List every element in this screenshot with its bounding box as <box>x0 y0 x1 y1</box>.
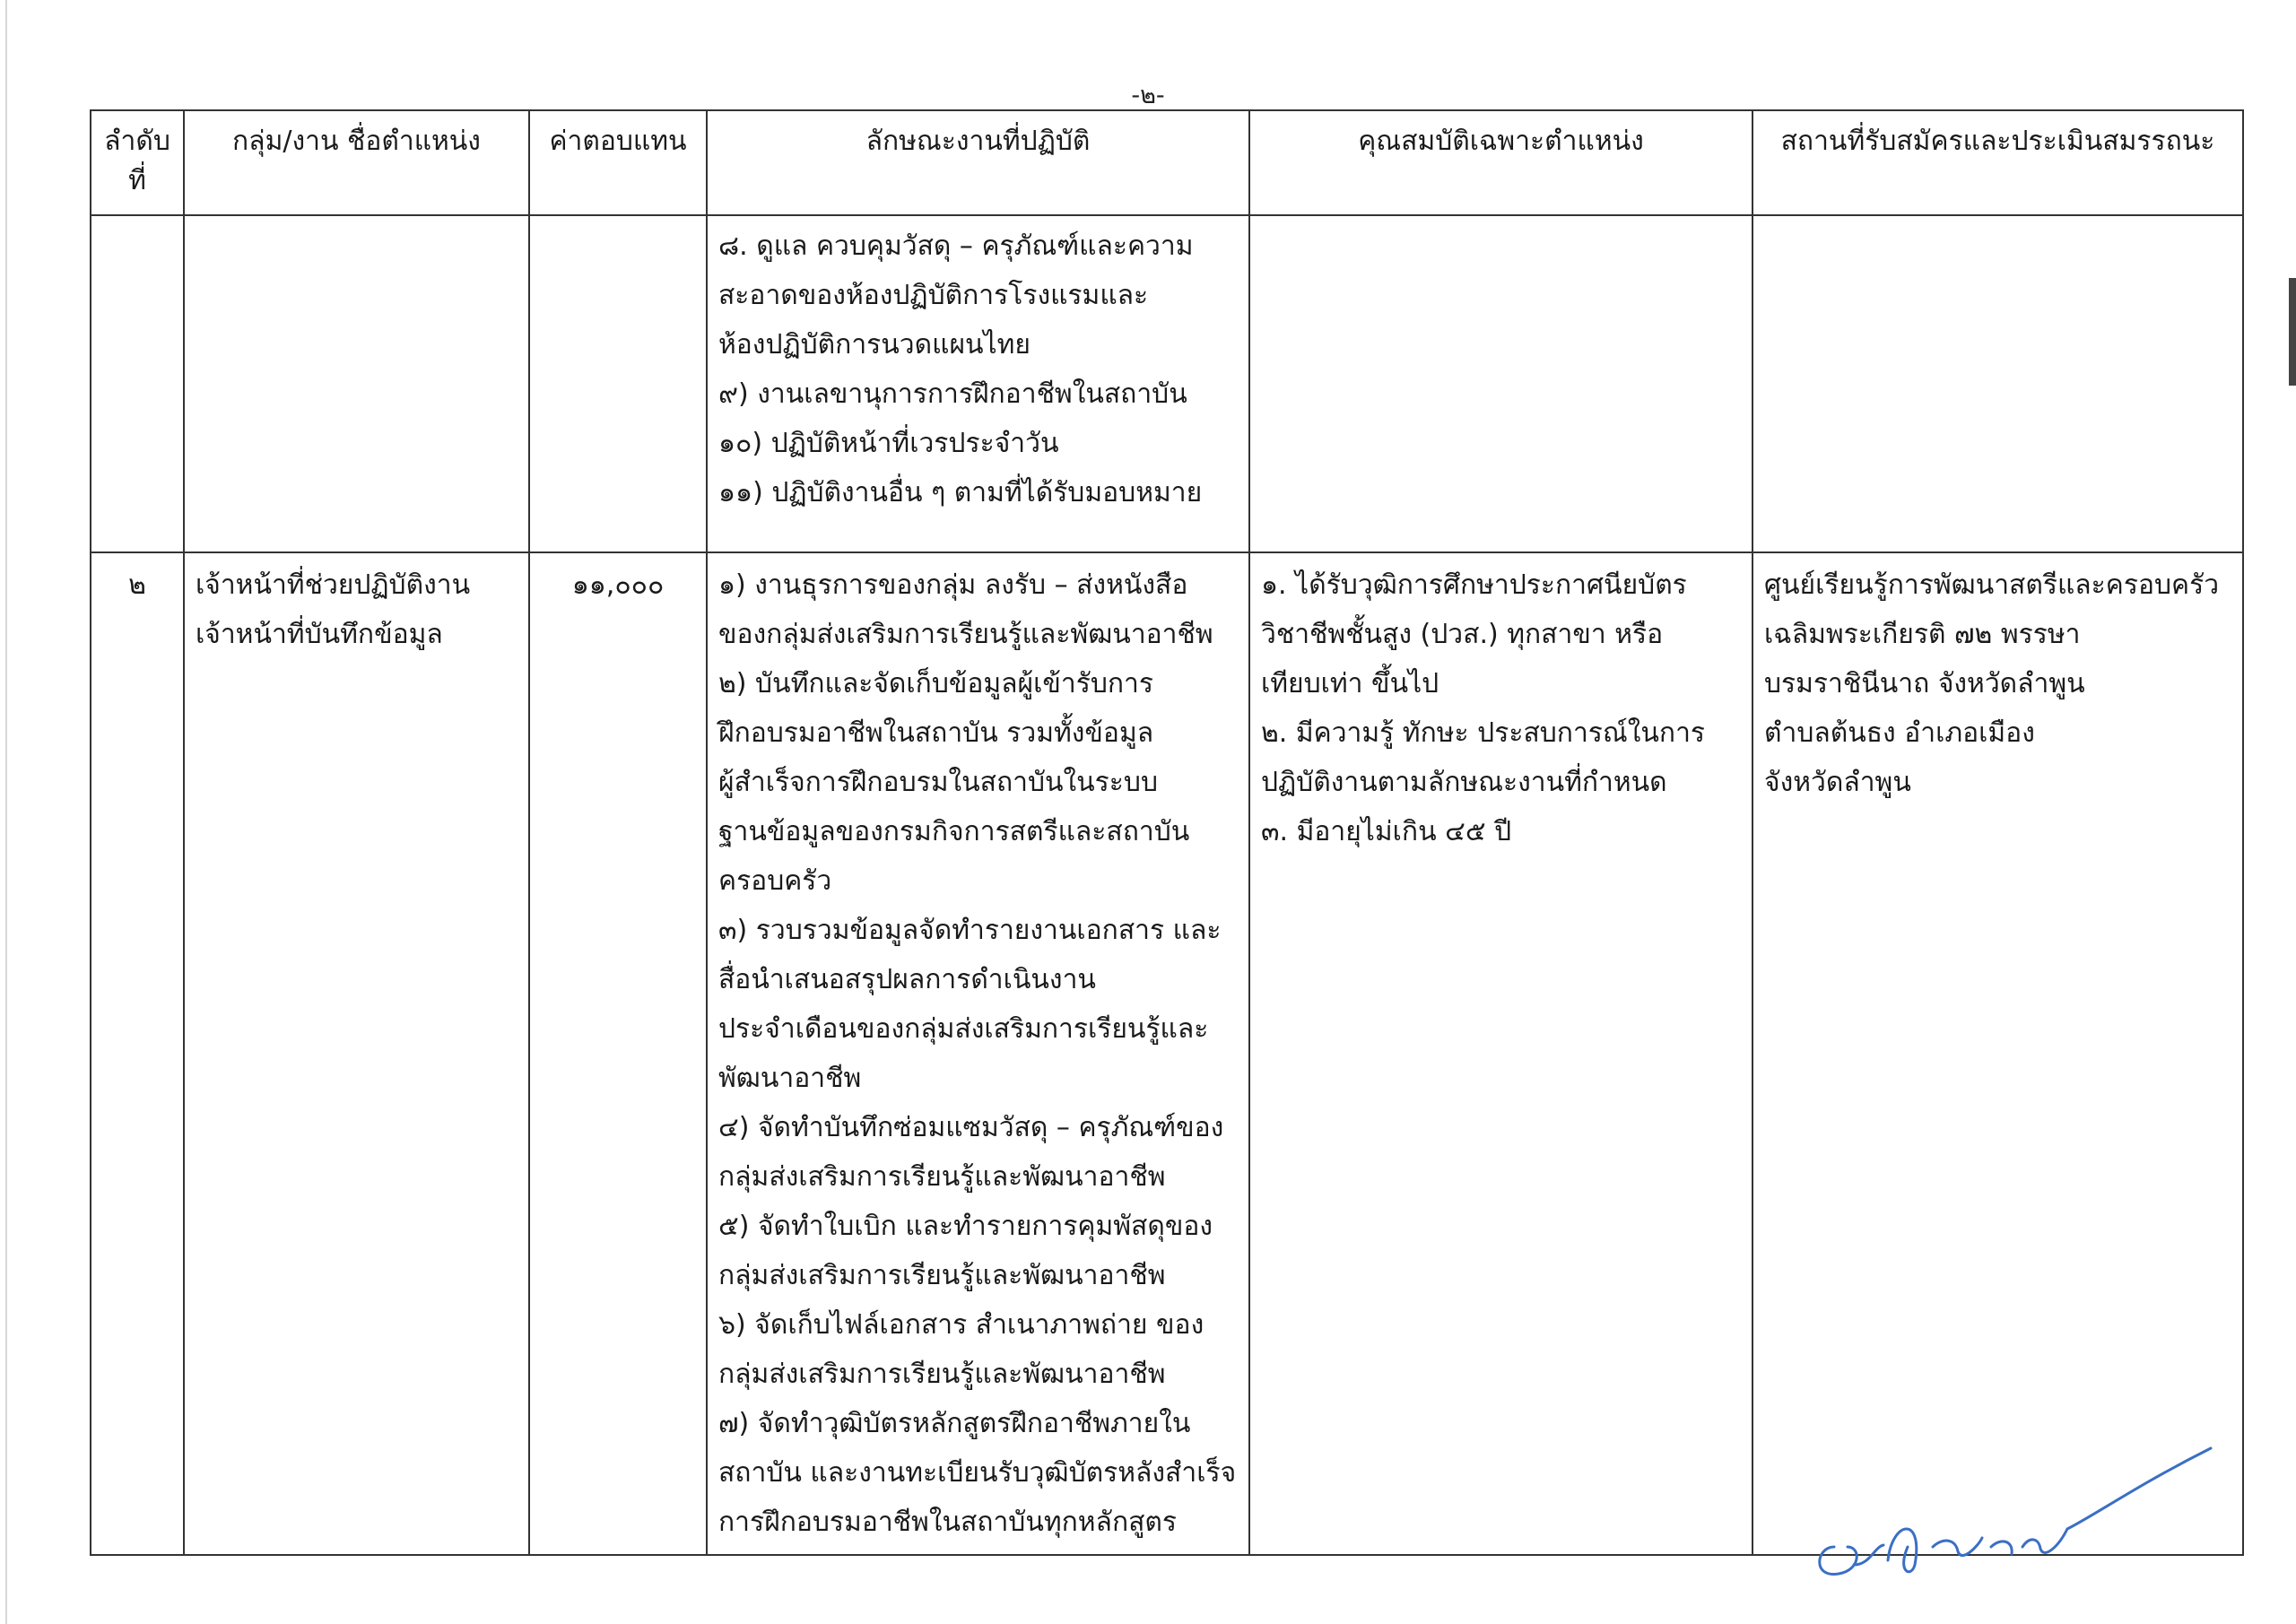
table-row-2 <box>91 552 2243 1555</box>
duty-line: ๔) จัดทำบันทึกซ่อมแซมวัสดุ – ครุภัณฑ์ของ <box>718 1112 1224 1143</box>
scan-side-mark <box>2289 278 2296 386</box>
duty-line: ๙) งานเลขานุการการฝึกอาชีพในสถาบัน <box>718 378 1187 410</box>
qualification-line: ปฏิบัติงานตามลักษณะงานที่กำหนด <box>1261 767 1667 798</box>
duty-line: สะอาดของห้องปฏิบัติการโรงแรมและ <box>718 280 1149 311</box>
qualification-line: ๓. มีอายุไม่เกิน ๔๕ ปี <box>1261 816 1512 847</box>
cell-qualifications <box>1249 215 1752 552</box>
cell-no: ๒ <box>91 552 184 1555</box>
duty-line: สถาบัน และงานทะเบียนรับวุฒิบัตรหลังสำเร็จ <box>718 1457 1237 1489</box>
duty-line: ฝึกอบรมอาชีพในสถาบัน รวมทั้งข้อมูล <box>718 717 1154 749</box>
header-qualifications: คุณสมบัติเฉพาะตำแหน่ง <box>1249 110 1752 215</box>
scan-edge <box>5 0 7 1624</box>
duty-line: ๑) งานธุรการของกลุ่ม ลงรับ – ส่งหนังสือ <box>718 569 1188 601</box>
cell-pay: ๑๑,๐๐๐ <box>529 552 707 1555</box>
place-line: จังหวัดลำพูน <box>1764 767 1911 798</box>
handwritten-signature <box>1798 1412 2220 1587</box>
table-header-row <box>91 110 2243 215</box>
duty-line: ๖) จัดเก็บไฟล์เอกสาร สำเนาภาพถ่าย ของ <box>718 1309 1205 1341</box>
cell-place <box>1752 215 2243 552</box>
duty-line: กลุ่มส่งเสริมการเรียนรู้และพัฒนาอาชีพ <box>718 1260 1166 1291</box>
duty-line: สื่อนำเสนอสรุปผลการดำเนินงาน <box>718 964 1096 995</box>
qualification-line: วิชาชีพชั้นสูง (ปวส.) ทุกสาขา หรือ <box>1261 619 1664 650</box>
duty-line: ๑๐) ปฏิบัติหน้าที่เวรประจำวัน <box>718 428 1059 459</box>
position-line: เจ้าหน้าที่ช่วยปฏิบัติงาน <box>196 569 471 601</box>
duty-line: ฐานข้อมูลของกรมกิจการสตรีและสถาบัน <box>718 816 1190 847</box>
header-no: ลำดับที่ <box>91 110 184 215</box>
qualification-line: เทียบเท่า ขึ้นไป <box>1261 668 1439 699</box>
cell-position <box>184 552 529 1555</box>
duty-line: ประจำเดือนของกลุ่มส่งเสริมการเรียนรู้และ <box>718 1013 1209 1045</box>
duty-line: การฝึกอบรมอาชีพในสถาบันทุกหลักสูตร <box>718 1507 1178 1538</box>
cell-qualifications <box>1249 552 1752 1555</box>
job-positions-table <box>90 109 2244 1556</box>
cell-place <box>1752 552 2243 1555</box>
duty-line: ครอบครัว <box>718 865 832 897</box>
header-place: สถานที่รับสมัครและประเมินสมรรถนะ <box>1752 110 2243 215</box>
qualification-line: ๒. มีความรู้ ทักษะ ประสบการณ์ในการ <box>1261 717 1706 749</box>
header-duties: ลักษณะงานที่ปฏิบัติ <box>707 110 1249 215</box>
table-row-continued <box>91 215 2243 552</box>
page-number: -๒- <box>1131 82 1165 109</box>
duty-line: กลุ่มส่งเสริมการเรียนรู้และพัฒนาอาชีพ <box>718 1161 1166 1193</box>
cell-position <box>184 215 529 552</box>
duty-line: พัฒนาอาชีพ <box>718 1063 862 1094</box>
cell-no <box>91 215 184 552</box>
cell-pay <box>529 215 707 552</box>
cell-duties <box>707 552 1249 1555</box>
place-line: ตำบลต้นธง อำเภอเมือง <box>1764 717 2035 749</box>
duty-line: กลุ่มส่งเสริมการเรียนรู้และพัฒนาอาชีพ <box>718 1359 1166 1390</box>
duty-line: ๒) บันทึกและจัดเก็บข้อมูลผู้เข้ารับการ <box>718 668 1154 699</box>
duty-line: ๘. ดูแล ควบคุมวัสดุ – ครุภัณฑ์และความ <box>718 230 1194 262</box>
duty-line: ๓) รวบรวมข้อมูลจัดทำรายงานเอกสาร และ <box>718 915 1222 946</box>
duty-line: ผู้สำเร็จการฝึกอบรมในสถาบันในระบบ <box>718 767 1158 798</box>
position-line: เจ้าหน้าที่บันทึกข้อมูล <box>196 619 443 650</box>
duty-line: ๕) จัดทำใบเบิก และทำรายการคุมพัสดุของ <box>718 1211 1213 1242</box>
duty-line: ๑๑) ปฏิบัติงานอื่น ๆ ตามที่ได้รับมอบหมาย <box>718 477 1203 508</box>
header-position: กลุ่ม/งาน ชื่อตำแหน่ง <box>184 110 529 215</box>
place-line: ศูนย์เรียนรู้การพัฒนาสตรีและครอบครัว <box>1764 569 2220 601</box>
duty-line: ๗) จัดทำวุฒิบัตรหลักสูตรฝึกอาชีพภายใน <box>718 1408 1191 1439</box>
qualification-line: ๑. ได้รับวุฒิการศึกษาประกาศนียบัตร <box>1261 569 1687 601</box>
duty-line: ของกลุ่มส่งเสริมการเรียนรู้และพัฒนาอาชีพ <box>718 619 1213 650</box>
place-line: บรมราชินีนาถ จังหวัดลำพูน <box>1764 668 2085 699</box>
duty-line: ห้องปฏิบัติการนวดแผนไทย <box>718 329 1031 360</box>
cell-duties <box>707 215 1249 552</box>
place-line: เฉลิมพระเกียรติ ๗๒ พรรษา <box>1764 619 2081 650</box>
header-pay: ค่าตอบแทน <box>529 110 707 215</box>
